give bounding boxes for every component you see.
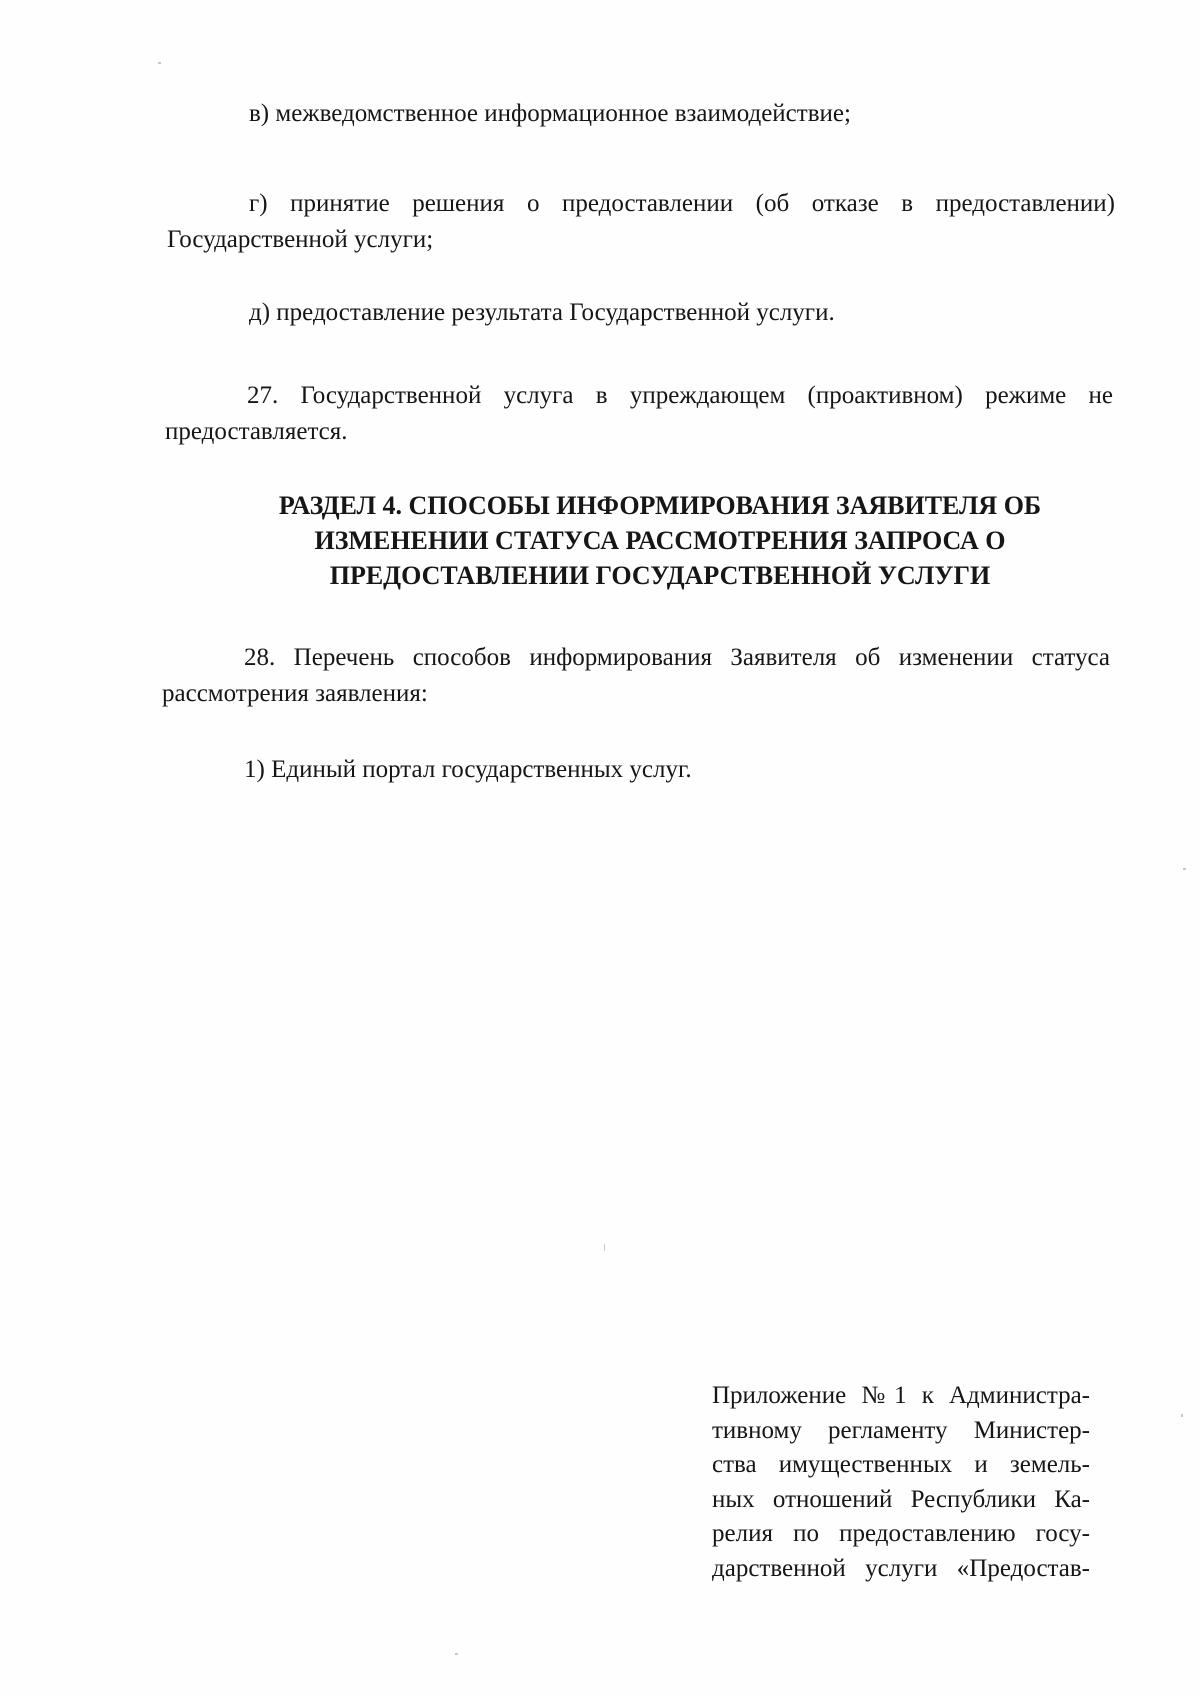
scan-speck	[1181, 1414, 1183, 1417]
appendix-line: ства имущественных и земель-	[712, 1451, 1090, 1478]
scan-speck	[1183, 868, 1186, 870]
scan-speck	[604, 1244, 605, 1251]
appendix-line: тивному регламенту Министер-	[712, 1416, 1090, 1444]
item-g: г) принятие решения о предоставлении (об отказе в предоставлении) Государственной услуги;	[167, 190, 1115, 253]
section-heading	[240, 488, 1080, 593]
appendix-line: релия по предоставлению госу-	[712, 1520, 1090, 1547]
scan-speck	[158, 62, 161, 64]
item-v: в) межведомственное информационное взаимодействие;	[249, 100, 851, 127]
appendix-line: Приложение №1 к Администра-	[712, 1382, 1090, 1409]
paragraph-28: 28. Перечень способов информирования Заявителя об изменении статуса рассмотрения заявления:	[162, 644, 1110, 707]
appendix-line: дарственной услуги «Предостав-	[712, 1554, 1090, 1582]
section-heading-line: РАЗДЕЛ 4. СПОСОБЫ ИНФОРМИРОВАНИЯ ЗАЯВИТЕЛЯ ОБ	[278, 491, 1042, 520]
scan-speck	[455, 1653, 458, 1655]
paragraph-27: 27. Государственной услуга в упреждающем (проактивном) режиме не предоставляется.	[165, 382, 1113, 445]
appendix-line: ных отношений Республики Ка-	[712, 1485, 1090, 1513]
item-d: д) предоставление результата Государственной услуги.	[249, 299, 835, 326]
list-item-1: 1) Единый портал государственных услуг.	[244, 756, 692, 783]
section-heading-line: ПРЕДОСТАВЛЕНИИ ГОСУДАРСТВЕННОЙ УСЛУГИ	[329, 561, 991, 590]
section-heading-line: ИЗМЕНЕНИИ СТАТУСА РАССМОТРЕНИЯ ЗАПРОСА О	[314, 526, 1006, 555]
appendix-note	[712, 1379, 1090, 1586]
